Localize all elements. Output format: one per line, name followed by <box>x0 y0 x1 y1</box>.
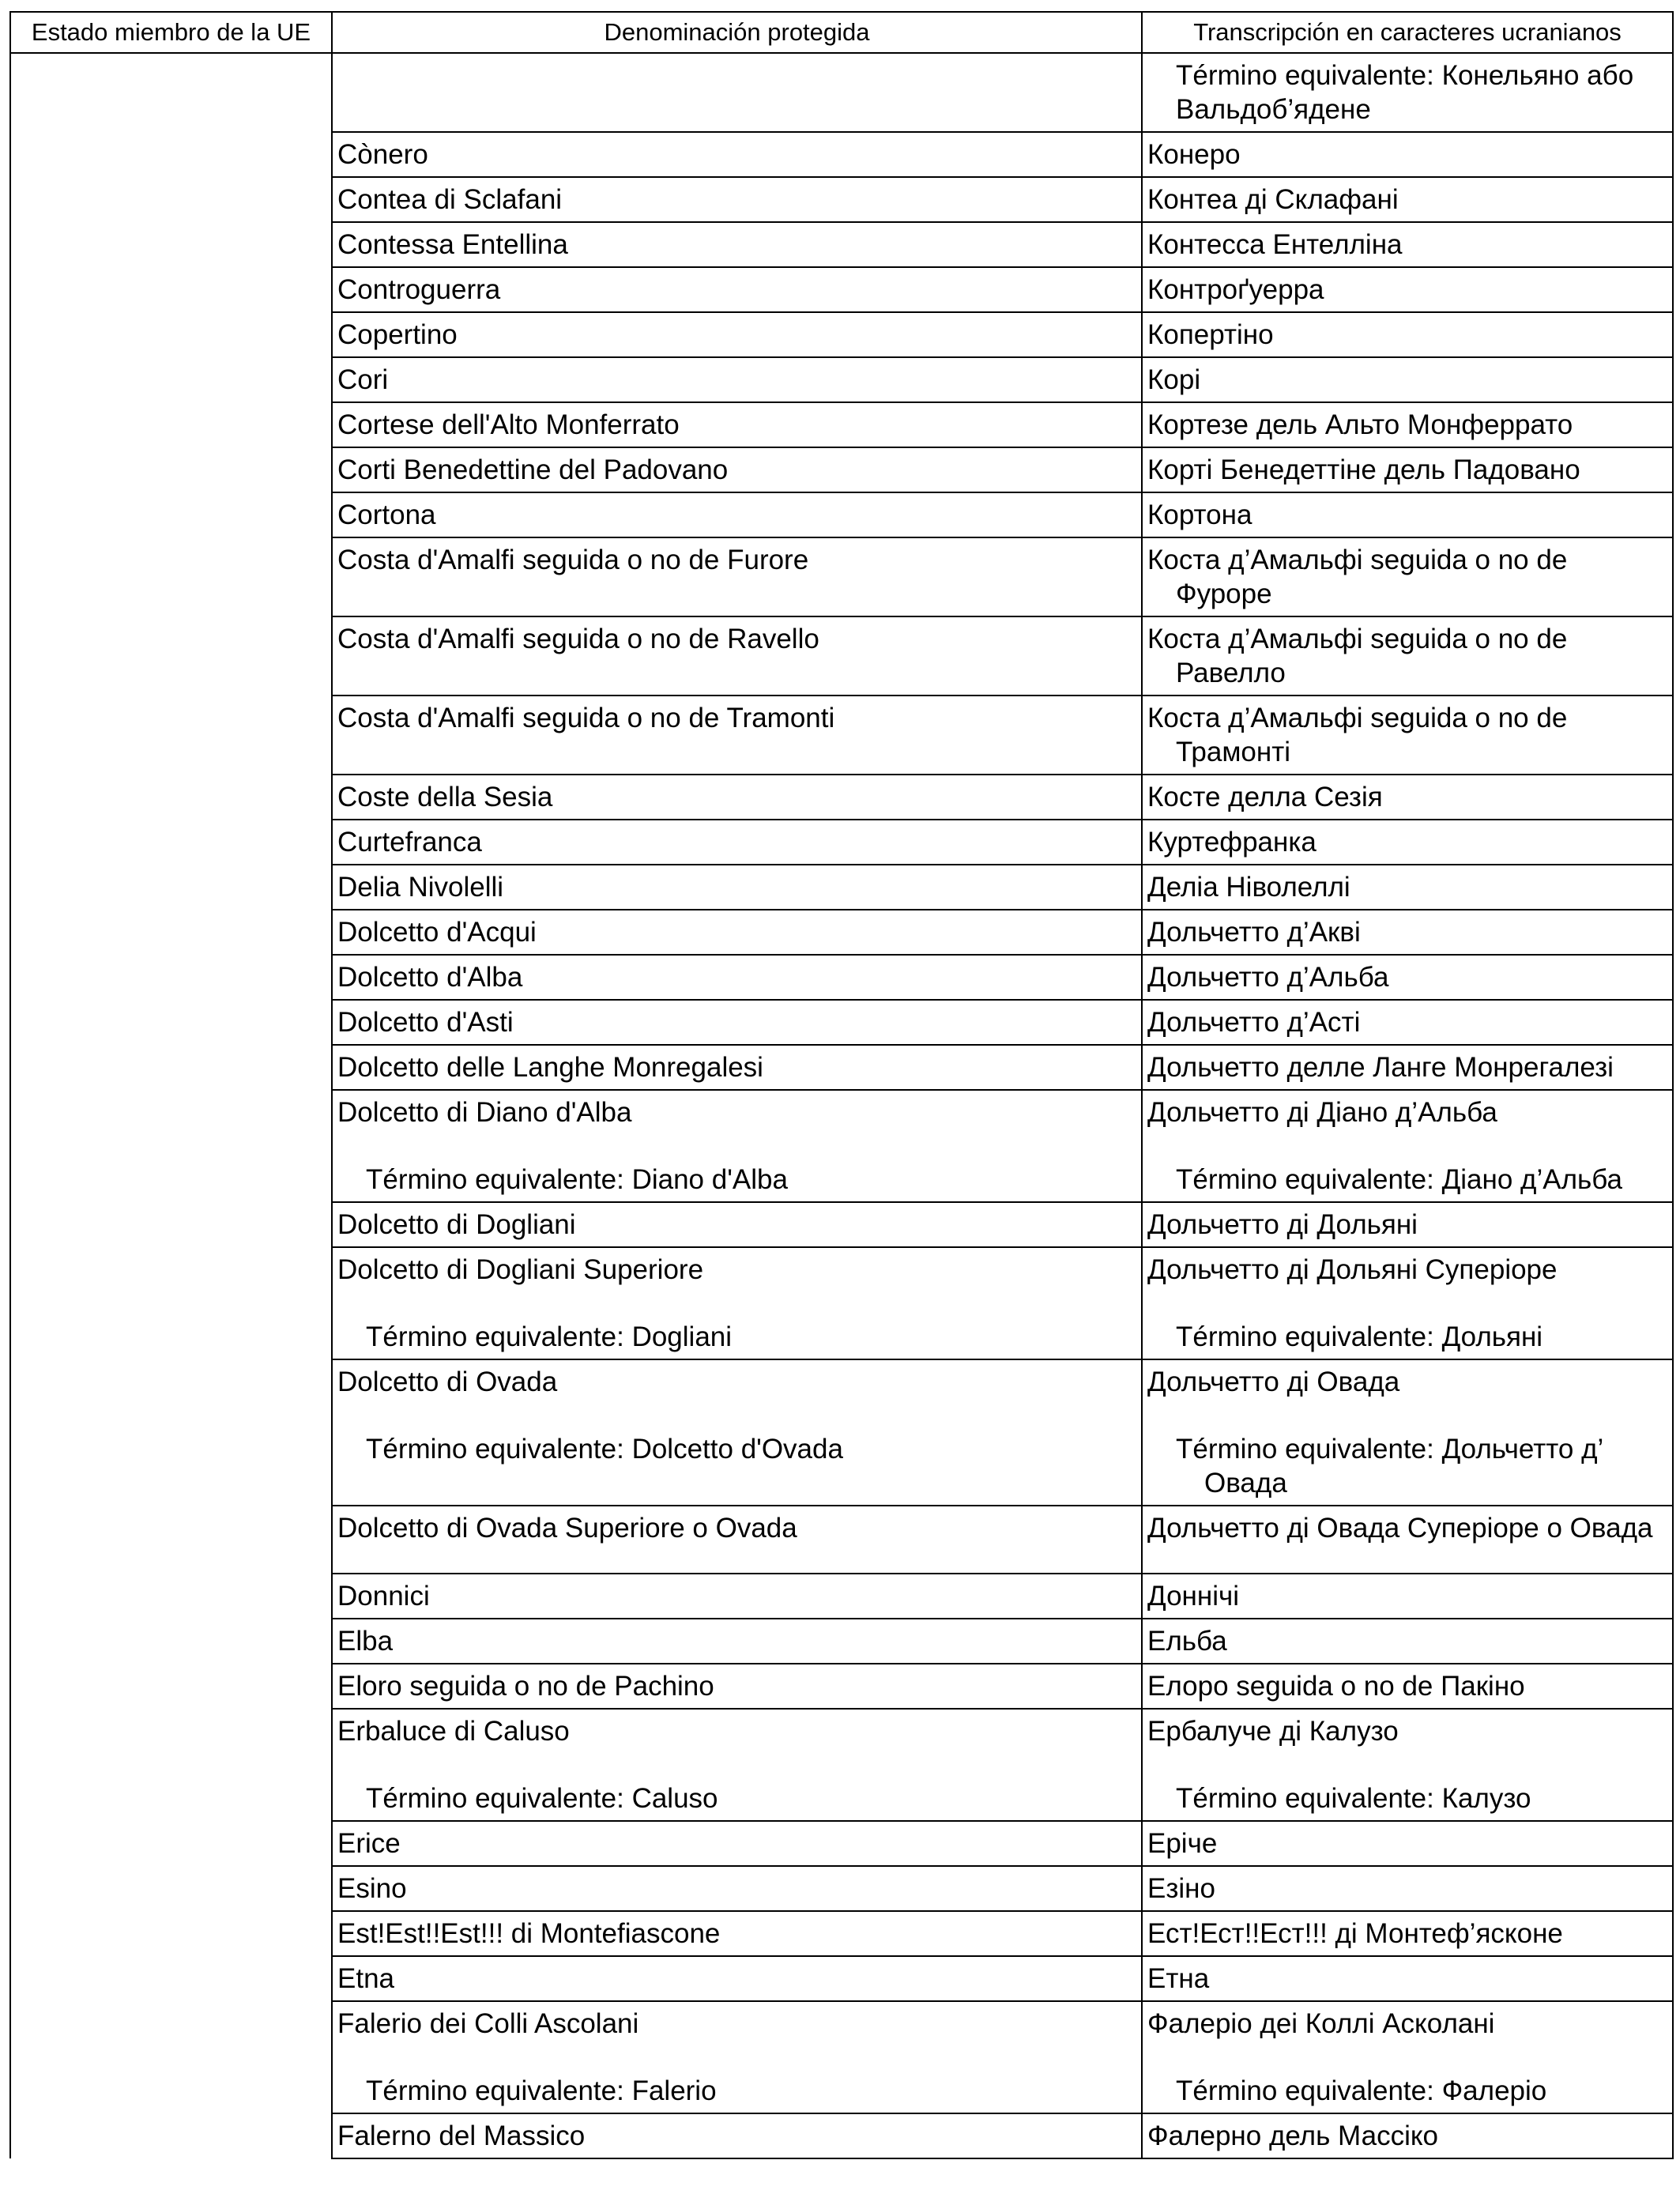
table-body <box>10 53 1673 2158</box>
ukrainian-transcription-cell <box>1142 1359 1673 1506</box>
transcription-text: Дольчетто делле Ланге Монрегалезі <box>1147 1052 1614 1083</box>
ukrainian-transcription-cell <box>1142 1090 1673 1202</box>
protected-name: Cònero <box>337 139 428 170</box>
transcription-text: Ельба <box>1147 1626 1227 1657</box>
protected-name-cell <box>332 1247 1142 1359</box>
column-header-protected-name: Denominación protegida <box>332 12 1142 53</box>
protected-name: Dolcetto d'Alba <box>337 962 523 993</box>
denominations-table <box>9 11 1674 2159</box>
transcription-text: Фалеріо деі Коллі Асколані <box>1147 2008 1495 2039</box>
transcription-text: Корі <box>1147 364 1201 395</box>
table-header-row <box>10 12 1673 53</box>
ukrainian-transcription-cell <box>1142 955 1673 1000</box>
transcription-text: Коста д’Амальфі seguida o no de Трамонті <box>1147 703 1568 767</box>
protected-name: Donnici <box>337 1581 430 1612</box>
protected-name: Dolcetto di Dogliani <box>337 1209 576 1240</box>
protected-name: Dolcetto d'Acqui <box>337 917 537 948</box>
transcription-text: Дольчетто д’Акві <box>1147 917 1361 948</box>
transcription-text: Дольчетто ді Овада Суперіоре о Овада <box>1147 1513 1653 1544</box>
protected-name-cell <box>332 1202 1142 1247</box>
ukrainian-transcription-cell <box>1142 447 1673 492</box>
protected-name-cell <box>332 820 1142 865</box>
equivalent-term-transcription: Término equivalente: Діано д’Альба <box>1176 1164 1622 1195</box>
ukrainian-transcription-cell <box>1142 1202 1673 1247</box>
transcription-text: Контесса Ентелліна <box>1147 229 1403 260</box>
transcription-text: Кортона <box>1147 499 1252 530</box>
protected-name-cell <box>332 1045 1142 1090</box>
protected-name-cell <box>332 537 1142 616</box>
transcription-text: Дольчетто ді Овада <box>1147 1367 1400 1397</box>
protected-name: Delia Nivolelli <box>337 872 504 903</box>
protected-name: Coste della Sesia <box>337 782 553 812</box>
protected-name: Cori <box>337 364 389 395</box>
transcription-text: Дольчетто ді Дольяні <box>1147 1209 1418 1240</box>
equivalent-term-transcription: Término equivalente: Дольяні <box>1176 1321 1543 1352</box>
protected-name-cell <box>332 1619 1142 1664</box>
ukrainian-transcription-cell <box>1142 2001 1673 2113</box>
ukrainian-transcription-cell <box>1142 1000 1673 1045</box>
equivalent-term-transcription: Término equivalente: Дольчетто д’ Овада <box>1176 1434 1603 1498</box>
protected-name: Controguerra <box>337 274 501 305</box>
equivalent-term: Término equivalente: Falerio <box>366 2075 717 2106</box>
protected-name: Cortese dell'Alto Monferrato <box>337 409 680 440</box>
protected-name: Dolcetto di Ovada <box>337 1367 558 1397</box>
protected-name-cell <box>332 357 1142 402</box>
transcription-text: Контроґуерра <box>1147 274 1324 305</box>
protected-name: Corti Benedettine del Padovano <box>337 454 729 485</box>
protected-name-cell <box>332 775 1142 820</box>
transcription-text: Доннічі <box>1147 1581 1240 1612</box>
ukrainian-transcription-cell <box>1142 910 1673 955</box>
ukrainian-transcription-cell <box>1142 865 1673 910</box>
protected-name: Eloro seguida o no de Pachino <box>337 1671 714 1702</box>
transcription-text: Дольчетто ді Дольяні Суперіоре <box>1147 1254 1558 1285</box>
equivalent-term: Término equivalente: Dolcetto d'Ovada <box>366 1434 843 1465</box>
ukrainian-transcription-cell <box>1142 2113 1673 2158</box>
protected-name-cell <box>332 1956 1142 2001</box>
protected-name-cell <box>332 865 1142 910</box>
protected-name: Costa d'Amalfi seguida o no de Furore <box>337 545 809 575</box>
transcription-text: Конеро <box>1147 139 1241 170</box>
transcription-text: Фалерно дель Массіко <box>1147 2120 1439 2151</box>
protected-name: Dolcetto d'Asti <box>337 1007 514 1038</box>
transcription-text: Дольчетто д’Асті <box>1147 1007 1361 1038</box>
protected-name: Falerio dei Colli Ascolani <box>337 2008 639 2039</box>
transcription-text: Етна <box>1147 1963 1210 1994</box>
protected-name: Costa d'Amalfi seguida o no de Tramonti <box>337 703 835 733</box>
protected-name: Curtefranca <box>337 827 482 858</box>
ukrainian-transcription-cell <box>1142 820 1673 865</box>
ukrainian-transcription-cell <box>1142 696 1673 775</box>
ukrainian-transcription-cell <box>1142 775 1673 820</box>
transcription-text: Коста д’Амальфі seguida o no de Фуроре <box>1147 545 1568 609</box>
ukrainian-transcription-cell <box>1142 1866 1673 1911</box>
transcription-text: Дольчетто д’Альба <box>1147 962 1389 993</box>
protected-name-cell <box>332 910 1142 955</box>
transcription-text: Коста д’Амальфі seguida o no de Равелло <box>1147 624 1568 688</box>
protected-name-cell <box>332 267 1142 312</box>
equivalent-term-transcription: Término equivalente: Конельяно або Вальдоб’ядене <box>1176 60 1634 125</box>
ukrainian-transcription-cell <box>1142 1821 1673 1866</box>
ukrainian-transcription-cell <box>1142 1247 1673 1359</box>
ukrainian-transcription-cell <box>1142 177 1673 222</box>
protected-name-cell <box>332 1821 1142 1866</box>
protected-name-cell <box>332 447 1142 492</box>
protected-name-cell <box>332 1506 1142 1574</box>
ukrainian-transcription-cell <box>1142 1664 1673 1709</box>
protected-name-cell <box>332 1000 1142 1045</box>
ukrainian-transcription-cell <box>1142 312 1673 357</box>
document-page <box>9 11 1672 2159</box>
transcription-text: Дольчетто ді Діано д’Альба <box>1147 1097 1497 1128</box>
transcription-text: Езіно <box>1147 1873 1215 1904</box>
protected-name-cell <box>332 955 1142 1000</box>
ukrainian-transcription-cell <box>1142 402 1673 447</box>
transcription-text: Кортезе дель Альто Монферрато <box>1147 409 1573 440</box>
ukrainian-transcription-cell <box>1142 1574 1673 1619</box>
protected-name-cell <box>332 177 1142 222</box>
protected-name-cell <box>332 492 1142 537</box>
protected-name: Erbaluce di Caluso <box>337 1716 570 1747</box>
ukrainian-transcription-cell <box>1142 1045 1673 1090</box>
protected-name-cell <box>332 1709 1142 1821</box>
transcription-text: Елоро seguida o no de Пакіно <box>1147 1671 1525 1702</box>
ukrainian-transcription-cell <box>1142 1506 1673 1574</box>
protected-name-cell <box>332 1911 1142 1956</box>
protected-name-cell <box>332 2001 1142 2113</box>
transcription-text: Копертіно <box>1147 319 1274 350</box>
protected-name: Etna <box>337 1963 394 1994</box>
protected-name-cell <box>332 312 1142 357</box>
equivalent-term: Término equivalente: Caluso <box>366 1783 718 1814</box>
protected-name: Erice <box>337 1828 401 1859</box>
member-state-cell <box>10 53 332 2158</box>
ukrainian-transcription-cell <box>1142 1709 1673 1821</box>
transcription-text: Куртефранка <box>1147 827 1317 858</box>
equivalent-term-transcription: Término equivalente: Калузо <box>1176 1783 1531 1814</box>
ukrainian-transcription-cell <box>1142 132 1673 177</box>
protected-name: Dolcetto di Diano d'Alba <box>337 1097 632 1128</box>
protected-name-cell <box>332 132 1142 177</box>
protected-name-cell <box>332 1866 1142 1911</box>
protected-name: Elba <box>337 1626 394 1657</box>
ukrainian-transcription-cell <box>1142 1911 1673 1956</box>
ukrainian-transcription-cell <box>1142 1956 1673 2001</box>
protected-name: Contessa Entellina <box>337 229 568 260</box>
ukrainian-transcription-cell <box>1142 1619 1673 1664</box>
protected-name: Dolcetto di Dogliani Superiore <box>337 1254 704 1285</box>
ukrainian-transcription-cell <box>1142 616 1673 696</box>
transcription-text: Контеа ді Склафані <box>1147 184 1399 215</box>
transcription-text: Ест!Ест!!Ест!!! ді Монтеф’ясконе <box>1147 1918 1563 1949</box>
protected-name: Cortona <box>337 499 436 530</box>
protected-name-cell <box>332 2113 1142 2158</box>
transcription-text: Деліа Ніволеллі <box>1147 872 1350 903</box>
transcription-text: Ерiче <box>1147 1828 1218 1859</box>
equivalent-term: Término equivalente: Diano d'Alba <box>366 1164 788 1195</box>
column-header-ukrainian-transcription: Transcripción en caracteres ucranianos <box>1142 12 1673 53</box>
protected-name-cell <box>332 402 1142 447</box>
protected-name: Contea di Sclafani <box>337 184 563 215</box>
protected-name-cell <box>332 616 1142 696</box>
protected-name-cell <box>332 1359 1142 1506</box>
protected-name-cell <box>332 1090 1142 1202</box>
ukrainian-transcription-cell <box>1142 267 1673 312</box>
ukrainian-transcription-cell <box>1142 492 1673 537</box>
ukrainian-transcription-cell <box>1142 222 1673 267</box>
ukrainian-transcription-cell <box>1142 53 1673 132</box>
protected-name: Falerno del Massico <box>337 2120 586 2151</box>
transcription-text: Косте делла Сезія <box>1147 782 1383 812</box>
equivalent-term-transcription: Término equivalente: Фалеріо <box>1176 2075 1547 2106</box>
protected-name-cell <box>332 1664 1142 1709</box>
equivalent-term: Término equivalente: Dogliani <box>366 1321 733 1352</box>
column-header-member-state: Estado miembro de la UE <box>10 12 332 53</box>
ukrainian-transcription-cell <box>1142 357 1673 402</box>
protected-name-cell <box>332 696 1142 775</box>
protected-name: Esino <box>337 1873 407 1904</box>
table-row <box>10 53 1673 132</box>
protected-name-cell <box>332 1574 1142 1619</box>
protected-name-cell <box>332 222 1142 267</box>
protected-name: Dolcetto di Ovada Superiore o Ovada <box>337 1513 797 1544</box>
protected-name: Costa d'Amalfi seguida o no de Ravello <box>337 624 819 654</box>
ukrainian-transcription-cell <box>1142 537 1673 616</box>
protected-name-cell <box>332 53 1142 132</box>
protected-name: Est!Est!!Est!!! di Montefiascone <box>337 1918 721 1949</box>
protected-name: Dolcetto delle Langhe Monregalesi <box>337 1052 763 1083</box>
transcription-text: Ербалуче ді Калузо <box>1147 1716 1399 1747</box>
transcription-text: Корті Бенедеттіне дель Падовано <box>1147 454 1580 485</box>
protected-name: Copertino <box>337 319 458 350</box>
